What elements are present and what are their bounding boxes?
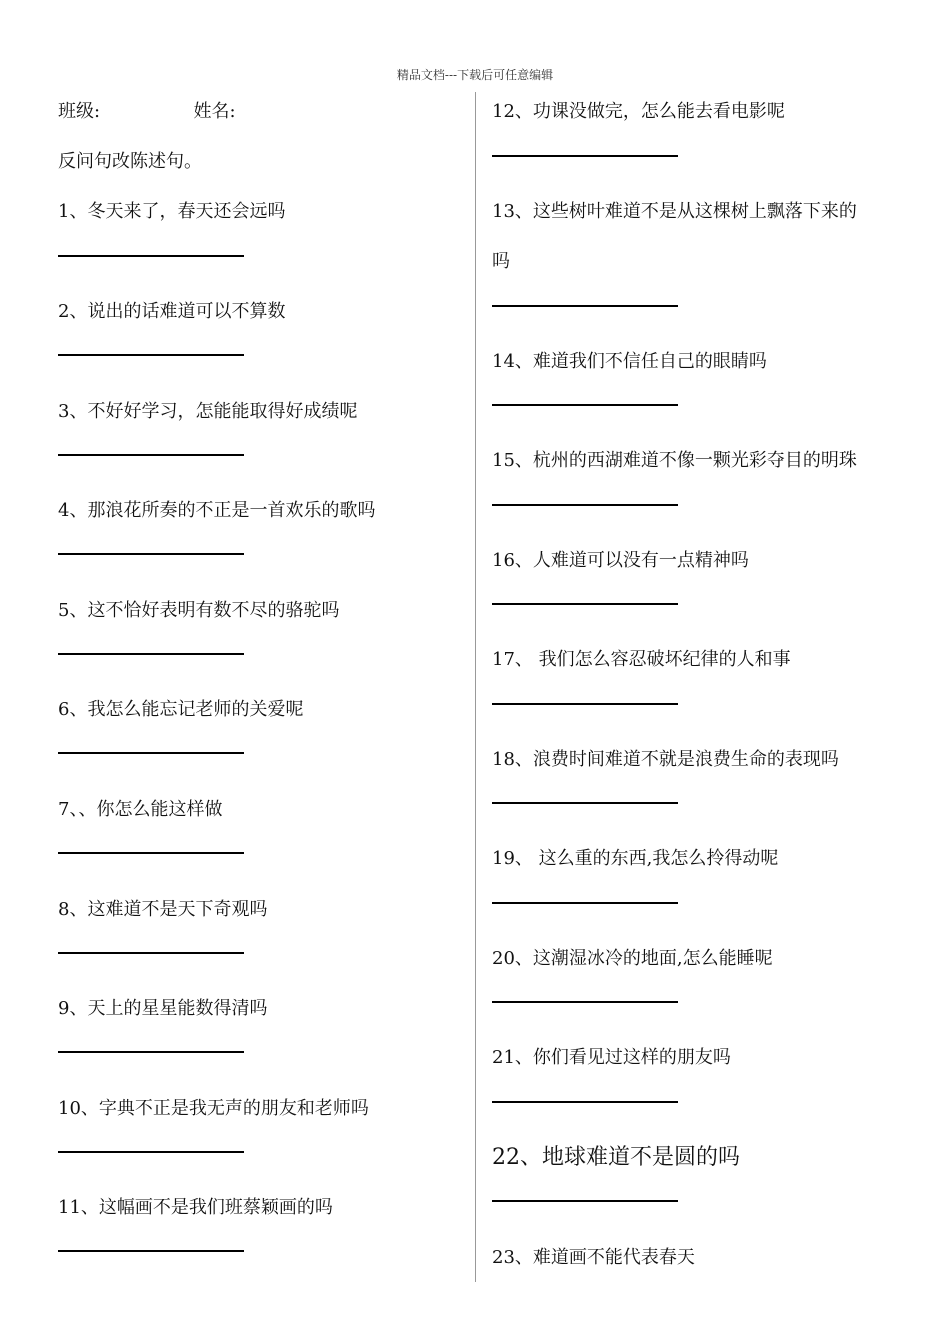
answer-line-16[interactable]	[492, 603, 678, 605]
question-12: 12、功课没做完，怎么能去看电影呢	[492, 101, 785, 122]
question-6: 6、我怎么能忘记老师的关爱呢	[58, 699, 304, 720]
question-16: 16、人难道可以没有一点精神吗	[492, 550, 749, 571]
answer-line-12[interactable]	[492, 155, 678, 157]
question-14: 14、难道我们不信任自己的眼睛吗	[492, 351, 767, 372]
question-13: 13、这些树叶难道不是从这棵树上飘落下来的	[492, 201, 857, 222]
answer-line-13[interactable]	[492, 305, 678, 307]
answer-line-17[interactable]	[492, 703, 678, 705]
answer-line-14[interactable]	[492, 404, 678, 406]
answer-line-2[interactable]	[58, 354, 244, 356]
question-3: 3、不好好学习，怎能能取得好成绩呢	[58, 401, 358, 422]
class-name-row	[58, 100, 236, 124]
answer-line-3[interactable]	[58, 454, 244, 456]
answer-line-22[interactable]	[492, 1200, 678, 1202]
answer-line-11[interactable]	[58, 1250, 244, 1252]
answer-line-4[interactable]	[58, 553, 244, 555]
column-divider	[475, 92, 476, 1282]
question-4: 4、那浪花所奏的不正是一首欢乐的歌吗	[58, 500, 376, 521]
question-1: 1、冬天来了，春天还会远吗	[58, 201, 286, 222]
answer-line-7[interactable]	[58, 852, 244, 854]
answer-line-15[interactable]	[492, 504, 678, 506]
question-9: 9、天上的星星能数得清吗	[58, 998, 268, 1019]
question-18: 18、浪费时间难道不就是浪费生命的表现吗	[492, 749, 839, 770]
question-22: 22、地球难道不是圆的吗	[492, 1145, 740, 1170]
answer-line-9[interactable]	[58, 1051, 244, 1053]
answer-line-6[interactable]	[58, 752, 244, 754]
question-2: 2、说出的话难道可以不算数	[58, 301, 286, 322]
question-5: 5、这不恰好表明有数不尽的骆驼吗	[58, 600, 340, 621]
answer-line-8[interactable]	[58, 952, 244, 954]
question-10: 10、字典不正是我无声的朋友和老师吗	[58, 1098, 369, 1119]
answer-line-19[interactable]	[492, 902, 678, 904]
answer-line-21[interactable]	[492, 1101, 678, 1103]
answer-line-18[interactable]	[492, 802, 678, 804]
question-23: 23、难道画不能代表春天	[492, 1247, 695, 1268]
answer-line-10[interactable]	[58, 1151, 244, 1153]
instruction: 反问句改陈述句。	[58, 151, 202, 172]
question-20: 20、这潮湿冰冷的地面,怎么能睡呢	[492, 948, 773, 969]
answer-line-20[interactable]	[492, 1001, 678, 1003]
question-8: 8、这难道不是天下奇观吗	[58, 899, 268, 920]
question-15: 15、杭州的西湖难道不像一颗光彩夺目的明珠	[492, 450, 857, 471]
page-header: 精品文档---下载后可任意编辑	[396, 68, 554, 82]
answer-line-5[interactable]	[58, 653, 244, 655]
question-13-continued: 吗	[492, 251, 510, 272]
answer-line-1[interactable]	[58, 255, 244, 257]
question-7: 7、、你怎么能这样做	[58, 799, 223, 820]
name-label: 姓名:	[193, 101, 236, 122]
class-label: 班级:	[58, 101, 101, 122]
question-11: 11、这幅画不是我们班蔡颖画的吗	[58, 1197, 333, 1218]
question-21: 21、你们看见过这样的朋友吗	[492, 1047, 731, 1068]
question-19: 19、 这么重的东西,我怎么拎得动呢	[492, 848, 779, 869]
question-17: 17、 我们怎么容忍破坏纪律的人和事	[492, 649, 791, 670]
